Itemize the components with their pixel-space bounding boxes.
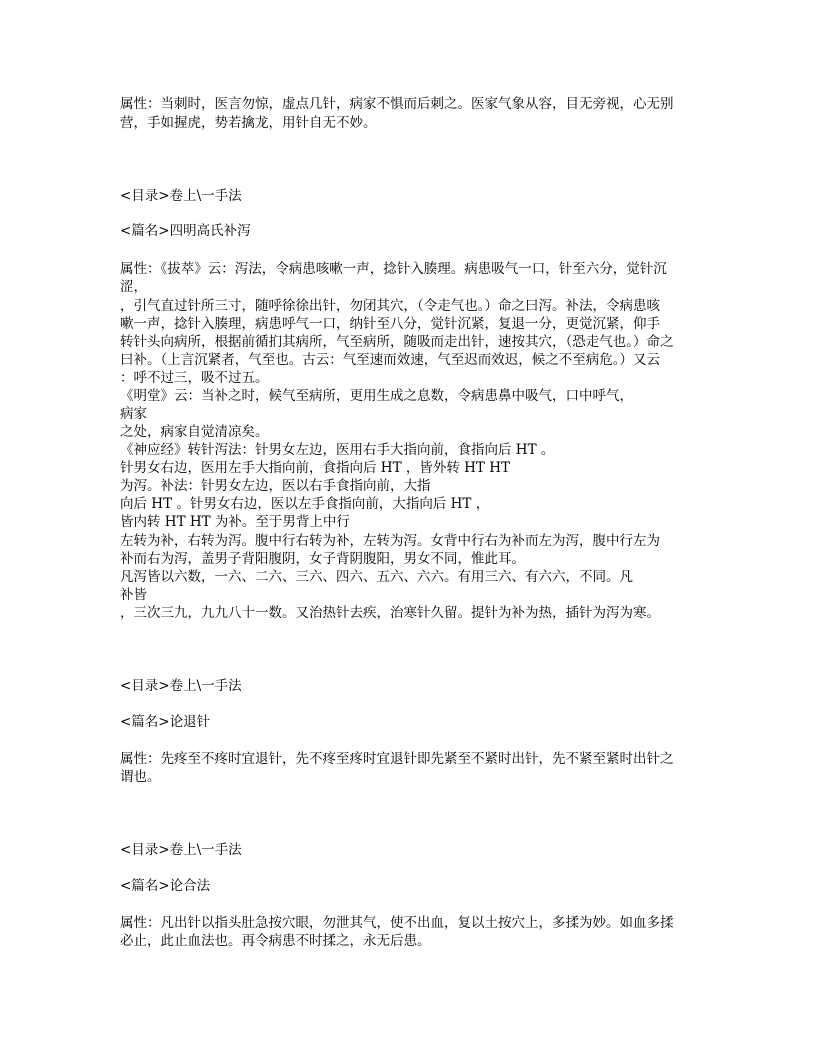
- paragraph-line: 属性：《拔萃》云：泻法，令病患咳嗽一声，捻针入腠理。病患吸气一口，针至六分，觉针沉: [120, 261, 667, 277]
- paragraph-line: 补而右为泻，盖男子背阳腹阴，女子背阴腹阳，男女不同，惟此耳。: [120, 551, 525, 567]
- directory-heading: <目录>卷上\一手法: [120, 842, 242, 858]
- paragraph-line: 《明堂》云：当补之时，候气至病所，更用生成之息数，令病患鼻中吸气，口中呼气，: [120, 388, 633, 404]
- paragraph-line: ：呼不过三，吸不过五。: [120, 370, 269, 386]
- chapter-heading: <篇名>四明高氏补泻: [120, 223, 251, 239]
- paragraph-line: 营，手如握虎，势若擒龙，用针自无不妙。: [120, 115, 377, 131]
- paragraph-line: 嗽一声，捻针入腠理，病患呼气一口，纳针至八分，觉针沉紧，复退一分，更觉沉紧，仰手: [120, 316, 660, 332]
- paragraph-line: 向后 HT 。针男女右边，医以左手食指向前，大指向后 HT ，: [120, 496, 490, 512]
- paragraph-line: 为泻。补法：针男女左边，医以右手食指向前，大指: [120, 478, 431, 494]
- paragraph-line: 补皆: [120, 587, 147, 603]
- directory-heading: <目录>卷上\一手法: [120, 188, 242, 204]
- paragraph-line: 谓也。: [120, 769, 161, 785]
- paragraph-line: 针男女右边，医用左手大指向前，食指向后 HT ，皆外转 HT HT: [120, 460, 510, 476]
- chapter-heading: <篇名>论退针: [120, 714, 211, 730]
- paragraph-line: 之处，病家自觉清凉矣。: [120, 424, 269, 440]
- chapter-heading: <篇名>论合法: [120, 878, 211, 894]
- paragraph-line: 左转为补，右转为泻。腹中行右转为补，左转为泻。女背中行右为补而左为泻，腹中行左为: [120, 533, 660, 549]
- paragraph-line: 《神应经》转针泻法：针男女左边，医用右手大指向前，食指向后 HT 。: [120, 442, 555, 458]
- paragraph-line: 属性：先疼至不疼时宜退针，先不疼至疼时宜退针即先紧至不紧时出针，先不紧至紧时出针之: [120, 751, 674, 767]
- paragraph-line: 曰补。（上言沉紧者，气至也。古云：气至速而效速，气至迟而效迟，候之不至病危。）又云: [120, 352, 660, 368]
- paragraph-line: 皆内转 HT HT 为补。至于男背上中行: [120, 514, 350, 530]
- paragraph-line: 病家: [120, 406, 147, 422]
- paragraph-line: ，引气直过针所三寸，随呼徐徐出针，勿闭其穴，（令走气也。）命之曰泻。补法，令病患咳: [120, 298, 660, 314]
- paragraph-line: 转针头向病所，根据前循扪其病所，气至病所，随吸而走出针，速按其穴，（恐走气也。）命之: [120, 334, 674, 350]
- paragraph-line: 属性：凡出针以指头肚急按穴眼，勿泄其气，使不出血，复以土按穴上，多揉为妙。如血多揉: [120, 915, 674, 931]
- paragraph-line: 属性：当刺时，医言勿惊，虚点几针，病家不惧而后刺之。医家气象从容，目无旁视，心无别: [120, 96, 674, 112]
- directory-heading: <目录>卷上\一手法: [120, 678, 242, 694]
- paragraph-line: 涩，: [120, 279, 147, 295]
- paragraph-line: ，三次三九，九九八十一数。又治热针去疾，治寒针久留。提针为补为热，插针为泻为寒。: [120, 605, 660, 621]
- paragraph-line: 凡泻皆以六数，一六、二六、三六、四六、五六、六六。有用三六、有六六，不同。凡: [120, 569, 633, 585]
- paragraph-line: 必止，此止血法也。再令病患不时揉之，永无后患。: [120, 933, 431, 949]
